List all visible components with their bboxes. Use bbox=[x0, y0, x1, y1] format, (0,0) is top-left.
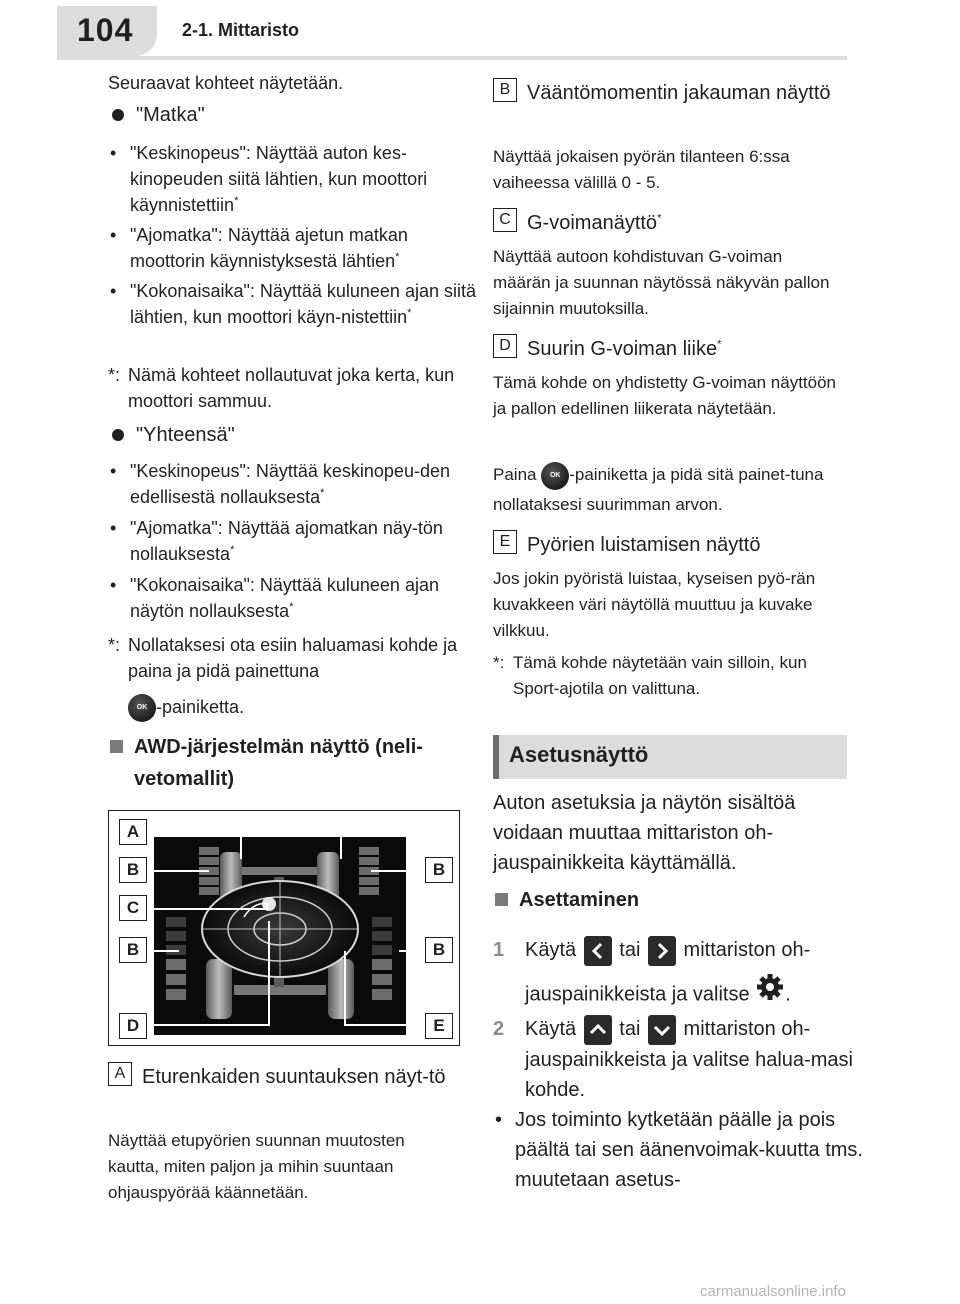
yhteensa-note: *: Nollataksesi ota esiin haluamasi kohde ja paina ja pidä painettuna bbox=[108, 635, 458, 681]
page-number: 104 bbox=[77, 12, 134, 48]
item-d-label: D bbox=[493, 334, 517, 358]
matka-bullet-1: • "Keskinopeus": Näyttää auton kes-kinopeuden siitä lähtien, kun moottori käynnistettiin* bbox=[108, 140, 480, 218]
settings-subheading: Asettaminen bbox=[493, 884, 869, 916]
figure-label-b-top-right: B bbox=[425, 857, 453, 883]
settings-section-band bbox=[493, 735, 847, 779]
item-a-heading: A Eturenkaiden suuntauksen näyt-tö bbox=[108, 1062, 494, 1092]
item-e-note: *: Tämä kohde näytetään vain silloin, kun Sport-ajotila on valittuna. bbox=[493, 653, 807, 698]
item-e-label: E bbox=[493, 530, 517, 554]
figure-label-b-bottom-left: B bbox=[119, 937, 147, 963]
intro-text: Seuraavat kohteet näytetään. bbox=[108, 73, 344, 93]
page-header bbox=[0, 0, 960, 64]
settings-title: Asetusnäyttö bbox=[509, 742, 649, 767]
down-arrow-key-icon bbox=[648, 1015, 676, 1045]
watermark: carmanualsonline.info bbox=[700, 1283, 846, 1300]
matka-bullet-3: • "Kokonaisaika": Näyttää kuluneen ajan siitä lähtien, kun moottori käyn-nistettiin* bbox=[108, 278, 480, 330]
figure-label-c: C bbox=[119, 895, 147, 921]
figure-label-b-bottom-right: B bbox=[425, 937, 453, 963]
item-b-heading: B Vääntömomentin jakauman näyttö bbox=[493, 78, 881, 108]
figure-label-b-top-left: B bbox=[119, 857, 147, 883]
ok-button-icon: OK bbox=[128, 694, 156, 722]
matka-note: *: Nämä kohteet nollautuvat joka kerta, kun moottori sammuu. bbox=[108, 365, 455, 411]
figure-label-e: E bbox=[425, 1013, 453, 1039]
item-c-heading: C G-voimanäyttö* bbox=[493, 208, 881, 238]
yhteensa-bullet-1: • "Keskinopeus": Näyttää keskinopeu-den edellisestä nollauksesta* bbox=[108, 458, 480, 510]
ok-button-icon: OK bbox=[541, 462, 569, 490]
settings-intro: Auton asetuksia ja näytön sisältöä voidaan muuttaa mittariston oh-jauspainikkeita käyttämällä. bbox=[493, 792, 796, 874]
settings-bullet: • Jos toiminto kytketään päälle ja pois päältä tai sen äänenvoimak-kuutta tms. muutetaan asetus- bbox=[493, 1105, 865, 1195]
yhteensa-heading: "Yhteensä" bbox=[110, 422, 476, 448]
settings-step-1: 1 Käytä tai mittariston oh-jauspainikkeista ja valitse . bbox=[493, 928, 879, 1018]
step-2-number: 2 bbox=[493, 1018, 505, 1040]
yhteensa-note-ok-line: OK -painiketta. bbox=[128, 693, 244, 722]
header-rule bbox=[57, 56, 847, 60]
item-b-label: B bbox=[493, 78, 517, 102]
gear-icon bbox=[755, 972, 785, 1018]
item-e-text: Jos jokin pyöristä luistaa, kyseisen pyö-rän kuvakkeen väri näytöllä muuttuu ja kuvake vilkkuu. bbox=[493, 569, 816, 640]
right-arrow-key-icon bbox=[648, 936, 676, 966]
item-e-heading: E Pyörien luistamisen näyttö bbox=[493, 530, 881, 560]
awd-display-figure bbox=[108, 810, 460, 1046]
matka-bullet-2: • "Ajomatka": Näyttää ajetun matkan moottorin käynnistyksestä lähtien* bbox=[108, 222, 480, 274]
awd-heading: AWD-järjestelmän näyttö (neli-vetomallit) bbox=[108, 731, 484, 795]
figure-label-d: D bbox=[119, 1013, 147, 1039]
figure-leader-lines bbox=[109, 811, 461, 1047]
item-c-text: Näyttää autoon kohdistuvan G-voiman määrän ja suunnan näytössä näkyvän pallon sijainnin muutoksilla. bbox=[493, 247, 830, 318]
item-b-text: Näyttää jokaisen pyörän tilanteen 6:ssa vaiheessa välillä 0 - 5. bbox=[493, 147, 790, 192]
item-a-label: A bbox=[108, 1062, 132, 1086]
matka-heading: "Matka" bbox=[110, 102, 476, 128]
item-c-label: C bbox=[493, 208, 517, 232]
step-1-number: 1 bbox=[493, 939, 505, 961]
settings-band-accent bbox=[493, 735, 499, 779]
settings-step-2: 2 Käytä tai mittariston oh-jauspainikkeista ja valitse halua-masi kohde. bbox=[493, 1014, 879, 1105]
section-title: 2-1. Mittaristo bbox=[182, 20, 300, 40]
yhteensa-bullet-2: • "Ajomatka": Näyttää ajomatkan näy-tön nollauksesta* bbox=[108, 515, 480, 567]
item-d-press-instruction: Paina OK -painiketta ja pidä sitä painet-tuna nollataksesi suurimman arvon. bbox=[493, 460, 847, 520]
left-arrow-key-icon bbox=[584, 936, 612, 966]
up-arrow-key-icon bbox=[584, 1015, 612, 1045]
figure-label-a: A bbox=[119, 819, 147, 845]
item-d-text: Tämä kohde on yhdistetty G-voiman näyttöön ja pallon edellinen liikerata näytetään. bbox=[493, 373, 837, 418]
yhteensa-bullet-3: • "Kokonaisaika": Näyttää kuluneen ajan näytön nollauksesta* bbox=[108, 572, 480, 624]
item-a-text: Näyttää etupyörien suunnan muutosten kautta, miten paljon ja mihin suuntaan ohjauspyörää käännetään. bbox=[108, 1131, 405, 1202]
item-d-heading: D Suurin G-voiman liike* bbox=[493, 334, 881, 364]
